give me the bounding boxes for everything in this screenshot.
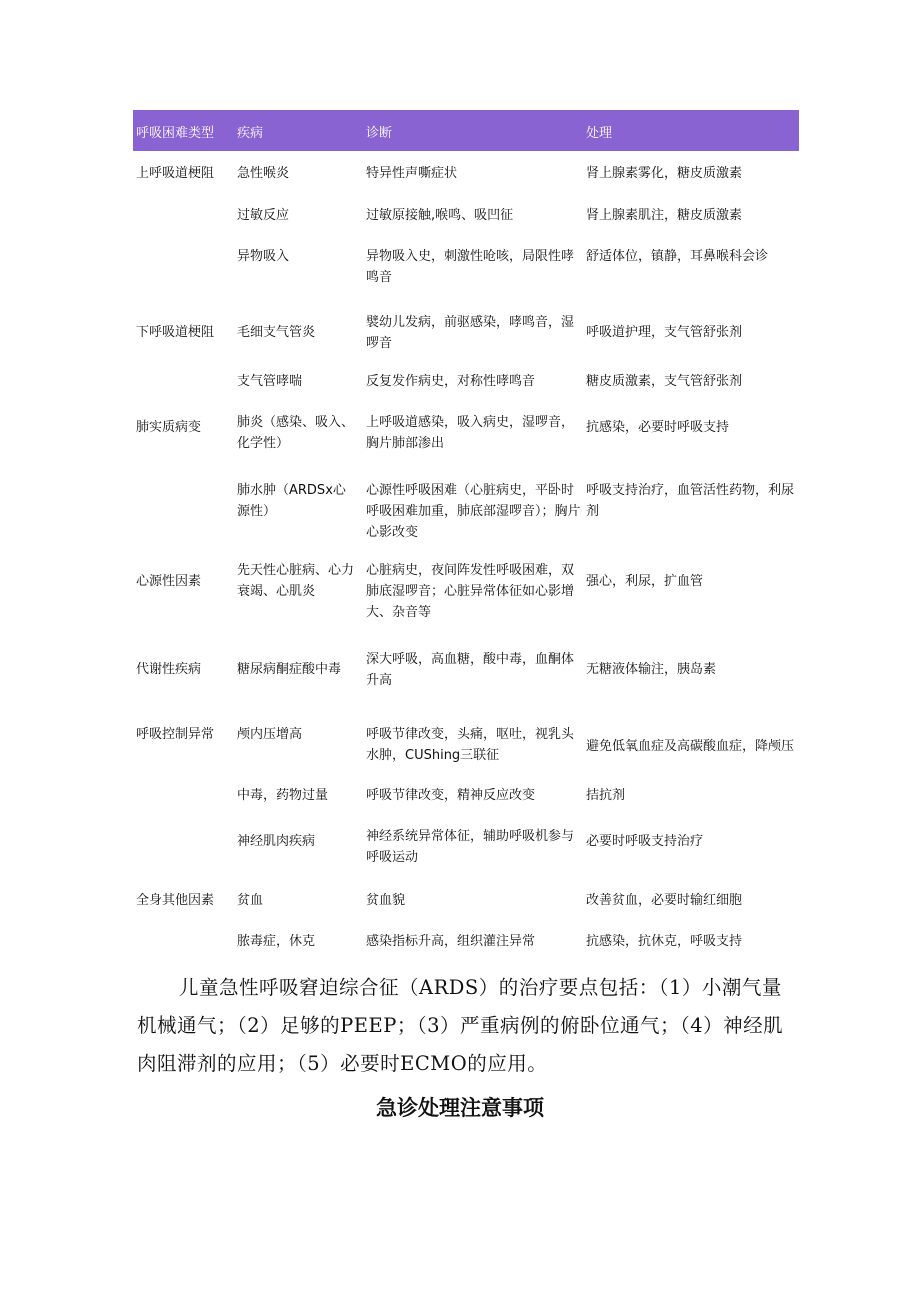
cell-disease: 中毒，药物过量 xyxy=(237,788,329,803)
cell-disease: 糖尿病酮症酸中毒 xyxy=(237,662,342,677)
cell-treatment: 强心，利尿，扩血管 xyxy=(586,574,704,589)
cell-disease: 肺水肿（ARDSx心源性） xyxy=(237,483,346,519)
header-disease: 疾病 xyxy=(237,126,264,141)
cell-type: 下呼吸道梗阻 xyxy=(136,325,215,340)
header-diagnosis: 诊断 xyxy=(366,126,393,141)
cell-diagnosis: 感染指标升高，组织灌注异常 xyxy=(366,934,536,949)
cell-disease: 异物吸入 xyxy=(237,249,290,264)
cell-diagnosis: 特异性声嘶症状 xyxy=(366,166,458,181)
cell-diagnosis: 神经系统异常体征，辅助呼吸机参与呼吸运动 xyxy=(366,829,575,865)
cell-treatment: 舒适体位，镇静，耳鼻喉科会诊 xyxy=(586,249,769,264)
cell-type: 上呼吸道梗阻 xyxy=(136,166,215,181)
cell-treatment: 呼吸支持治疗，血管活性药物，利尿剂 xyxy=(586,483,795,519)
cell-diagnosis: 深大呼吸，高血糖，酸中毒，血酮体升高 xyxy=(366,652,575,688)
ards-paragraph: 儿童急性呼吸窘迫综合征（ARDS）的治疗要点包括：（1）小潮气量机械通气；（2）足够的PEEP；（3）严重病例的俯卧位通气；（4）神经肌肉阻滞剂的应用；（5）必要时ECMO的应用。 xyxy=(137,976,784,1075)
cell-diagnosis: 上呼吸道感染，吸入病史，湿啰音，胸片肺部渗出 xyxy=(366,415,575,451)
cell-type: 代谢性疾病 xyxy=(136,662,202,677)
cell-type: 全身其他因素 xyxy=(136,893,215,908)
cell-disease: 神经肌肉疾病 xyxy=(237,834,316,849)
cell-diagnosis: 襞幼儿发病，前驱感染，哮鸣音，湿啰音 xyxy=(366,315,575,351)
cell-treatment: 糖皮质激素，支气管舒张剂 xyxy=(586,374,743,389)
cell-diagnosis: 心脏病史，夜间阵发性呼吸困难，双肺底湿啰音；心脏异常体征如心影增大、杂音等 xyxy=(366,563,575,620)
cell-treatment: 抗感染，必要时呼吸支持 xyxy=(586,420,730,435)
section-heading: 急诊处理注意事项 xyxy=(376,1096,544,1120)
cell-treatment: 肾上腺素肌注，糖皮质激素 xyxy=(586,208,743,223)
cell-diagnosis: 异物吸入史，刺激性呛咳，局限性哮鸣音 xyxy=(366,249,575,285)
cell-disease: 先天性心脏病、心力衰竭、心肌炎 xyxy=(237,563,355,599)
cell-diagnosis: 过敏原接触,喉鸣、吸凹征 xyxy=(366,208,514,223)
cell-treatment: 抗感染，抗休克，呼吸支持 xyxy=(586,934,743,949)
table-header xyxy=(133,110,799,151)
cell-disease: 支气管哮喘 xyxy=(237,374,303,389)
cell-type: 呼吸控制异常 xyxy=(136,727,215,742)
header-treatment: 处理 xyxy=(586,126,613,141)
cell-disease: 过敏反应 xyxy=(237,208,290,223)
cell-diagnosis: 心源性呼吸困难（心脏病史，平卧时呼吸困难加重，肺底部湿啰音）；胸片心影改变 xyxy=(366,483,581,540)
cell-diagnosis: 反复发作病史，对称性哮鸣音 xyxy=(366,374,536,389)
cell-treatment: 呼吸道护理，支气管舒张剂 xyxy=(586,325,743,340)
cell-treatment: 避免低氧血症及高碳酸血症，降颅压 xyxy=(586,739,795,754)
cell-treatment: 肾上腺素雾化，糖皮质激素 xyxy=(586,166,743,181)
cell-diagnosis: 呼吸节律改变，头痛，呕吐，视乳头水肿，CUShing三联征 xyxy=(366,727,575,763)
cell-treatment: 无糖液体输注，胰岛素 xyxy=(586,662,717,677)
header-type: 呼吸困难类型 xyxy=(136,126,215,141)
cell-disease: 肺炎（感染、吸入、化学性） xyxy=(237,415,355,451)
cell-treatment: 拮抗剂 xyxy=(586,788,626,803)
cell-diagnosis: 贫血貌 xyxy=(366,893,406,908)
cell-treatment: 必要时呼吸支持治疗 xyxy=(586,834,704,849)
cell-diagnosis: 呼吸节律改变，精神反应改变 xyxy=(366,788,536,803)
cell-type: 心源性因素 xyxy=(136,574,202,589)
cell-disease: 急性喉炎 xyxy=(237,166,290,181)
cell-type: 肺实质病变 xyxy=(136,420,202,435)
cell-disease: 贫血 xyxy=(237,893,264,908)
cell-disease: 毛细支气管炎 xyxy=(237,325,316,340)
cell-disease: 颅内压增高 xyxy=(237,727,303,742)
cell-treatment: 改善贫血，必要时输红细胞 xyxy=(586,893,743,908)
cell-disease: 脓毒症，休克 xyxy=(237,934,316,949)
